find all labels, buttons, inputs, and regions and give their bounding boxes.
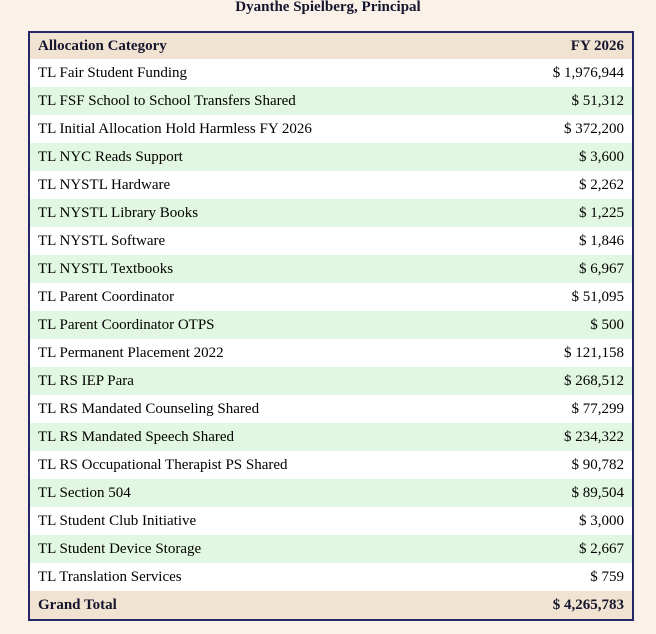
amount-cell: $ 759: [464, 563, 633, 591]
category-cell: TL Parent Coordinator OTPS: [29, 311, 464, 339]
amount-cell: $ 372,200: [464, 115, 633, 143]
amount-cell: $ 121,158: [464, 339, 633, 367]
amount-cell: $ 3,000: [464, 507, 633, 535]
table-row: [29, 87, 633, 115]
category-cell: TL Permanent Placement 2022: [29, 339, 464, 367]
table-row: [29, 143, 633, 171]
category-cell: TL FSF School to School Transfers Shared: [29, 87, 464, 115]
amount-cell: $ 90,782: [464, 451, 633, 479]
amount-cell: $ 2,262: [464, 171, 633, 199]
category-cell: TL Initial Allocation Hold Harmless FY 2026: [29, 115, 464, 143]
table-header: [29, 32, 633, 59]
amount-cell: $ 6,967: [464, 255, 633, 283]
table-row: [29, 115, 633, 143]
table-row: [29, 563, 633, 591]
amount-cell: $ 2,667: [464, 535, 633, 563]
category-cell: TL Fair Student Funding: [29, 59, 464, 87]
page-title: Dyanthe Spielberg, Principal: [235, 0, 421, 15]
amount-cell: $ 234,322: [464, 423, 633, 451]
table-row: [29, 283, 633, 311]
category-cell: TL RS IEP Para: [29, 367, 464, 395]
table-row: [29, 59, 633, 87]
category-cell: TL Student Device Storage: [29, 535, 464, 563]
category-cell: TL NYSTL Software: [29, 227, 464, 255]
table-row: [29, 311, 633, 339]
table-body: [29, 59, 633, 591]
column-header-allocation-category: Allocation Category: [29, 32, 464, 59]
amount-cell: $ 268,512: [464, 367, 633, 395]
amount-cell: $ 1,976,944: [464, 59, 633, 87]
table-row: [29, 199, 633, 227]
category-cell: TL NYSTL Textbooks: [29, 255, 464, 283]
category-cell: TL NYSTL Hardware: [29, 171, 464, 199]
amount-cell: $ 89,504: [464, 479, 633, 507]
table-row: [29, 227, 633, 255]
amount-cell: $ 1,225: [464, 199, 633, 227]
amount-cell: $ 500: [464, 311, 633, 339]
category-cell: TL NYSTL Library Books: [29, 199, 464, 227]
grand-total-amount: $ 4,265,783: [464, 591, 633, 620]
amount-cell: $ 51,095: [464, 283, 633, 311]
grand-total-label: Grand Total: [29, 591, 464, 620]
category-cell: TL Section 504: [29, 479, 464, 507]
amount-cell: $ 3,600: [464, 143, 633, 171]
category-cell: TL Parent Coordinator: [29, 283, 464, 311]
amount-cell: $ 77,299: [464, 395, 633, 423]
allocation-table: [28, 31, 634, 621]
table-row: [29, 367, 633, 395]
category-cell: TL RS Mandated Speech Shared: [29, 423, 464, 451]
table-footer: [29, 591, 633, 620]
table-row: [29, 535, 633, 563]
table-row: [29, 171, 633, 199]
header-row: [29, 32, 633, 59]
table-row: [29, 451, 633, 479]
category-cell: TL RS Occupational Therapist PS Shared: [29, 451, 464, 479]
table-row: [29, 339, 633, 367]
table-row: [29, 479, 633, 507]
category-cell: TL NYC Reads Support: [29, 143, 464, 171]
grand-total-row: [29, 591, 633, 620]
category-cell: TL RS Mandated Counseling Shared: [29, 395, 464, 423]
amount-cell: $ 1,846: [464, 227, 633, 255]
category-cell: TL Student Club Initiative: [29, 507, 464, 535]
table-row: [29, 395, 633, 423]
table-row: [29, 423, 633, 451]
table-row: [29, 507, 633, 535]
column-header-fy-2026: FY 2026: [464, 32, 633, 59]
table-row: [29, 255, 633, 283]
category-cell: TL Translation Services: [29, 563, 464, 591]
amount-cell: $ 51,312: [464, 87, 633, 115]
